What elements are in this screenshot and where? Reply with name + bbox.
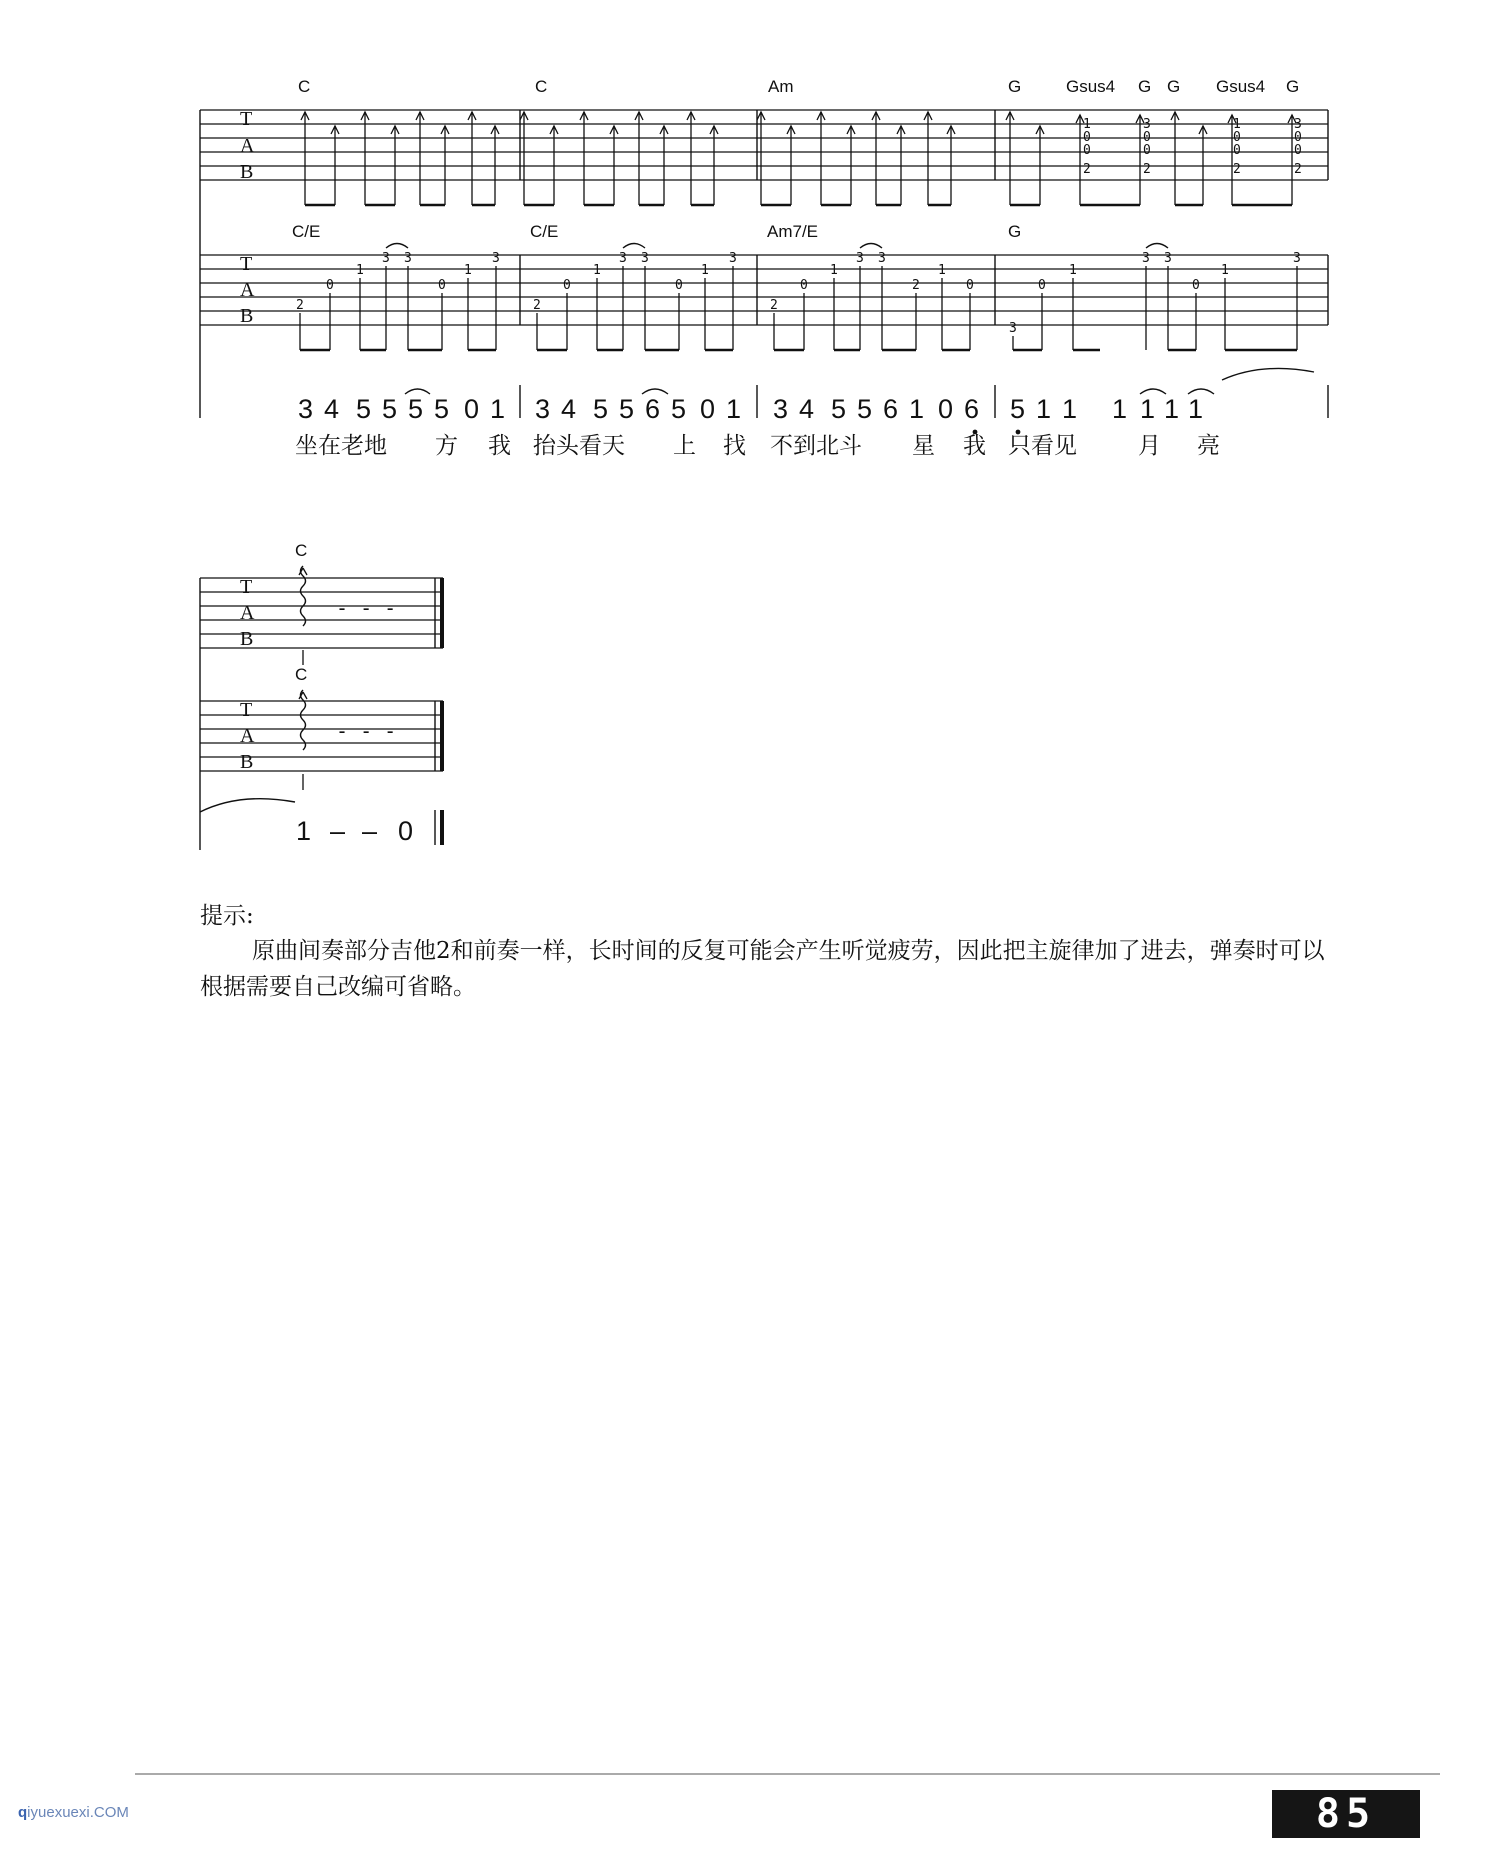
jianpu-note: 4 (561, 394, 577, 424)
lyric: 不到北斗 (770, 433, 862, 459)
jianpu-note: 1 (1112, 394, 1128, 424)
rest-marks: - - - (336, 596, 397, 620)
tie (1146, 244, 1168, 249)
fret-number: 0 (563, 278, 571, 293)
svg-text:2: 2 (1143, 162, 1151, 177)
tab-clef-2 (240, 253, 255, 327)
chord-name: Am7/E (767, 222, 819, 241)
fret-number: 3 (856, 251, 864, 266)
fret-number: 1 (593, 263, 601, 278)
jianpu-note: 1 (726, 394, 742, 424)
fret-number: 3 (1164, 251, 1172, 266)
chord-names-bottom (292, 222, 1021, 241)
tab-clef-4 (240, 699, 255, 773)
fret-number: 1 (830, 263, 838, 278)
jianpu-note: 3 (773, 394, 789, 424)
jianpu-note: 0 (464, 394, 480, 424)
svg-text:0: 0 (1233, 130, 1241, 145)
chord-name: G (1008, 77, 1022, 96)
jianpu-note: 1 (296, 816, 312, 846)
svg-text:T: T (240, 108, 253, 130)
chord-name: C (535, 77, 548, 96)
site-watermark: qiyuexuexi.COM (18, 1804, 129, 1821)
tie (386, 244, 408, 249)
fret-number: 1 (938, 263, 946, 278)
fret-number: 1 (356, 263, 364, 278)
jianpu-note: 1 (1036, 394, 1052, 424)
fret-number: 2 (533, 298, 541, 313)
jianpu-note: – (362, 816, 378, 846)
chord-name: G (1138, 77, 1152, 96)
jianpu-note: 5 (356, 394, 372, 424)
fret-number: 1 (1221, 263, 1229, 278)
jianpu-note: 1 (909, 394, 925, 424)
fret-number: 3 (492, 251, 500, 266)
arpeggio-wave (301, 566, 306, 626)
fret-number: 0 (326, 278, 334, 293)
fret-numbers (296, 251, 1301, 336)
svg-text:0: 0 (1083, 143, 1091, 158)
tie (860, 244, 882, 249)
jianpu-note: 5 (593, 394, 609, 424)
chord-name: G (1167, 77, 1181, 96)
jianpu-note: 3 (535, 394, 551, 424)
jianpu-note: 6 (883, 394, 899, 424)
svg-text:1: 1 (1083, 117, 1091, 132)
jianpu-note: 1 (1140, 394, 1156, 424)
chord-name: C (298, 77, 311, 96)
lyric: 抬头看天 (533, 433, 625, 459)
jianpu-note: 5 (382, 394, 398, 424)
fret-number: 2 (770, 298, 778, 313)
svg-text:B: B (240, 751, 254, 773)
chord-name: C (295, 541, 308, 560)
fret-number: 3 (1009, 321, 1017, 336)
svg-text:T: T (240, 576, 253, 598)
lyric: 我 (488, 433, 511, 459)
svg-text:0: 0 (1083, 130, 1091, 145)
jianpu-melody (298, 394, 1203, 434)
slur (200, 799, 295, 812)
jianpu-note: 5 (857, 394, 873, 424)
strum-chord-gsus4-b (1233, 117, 1241, 177)
svg-text:2: 2 (1233, 162, 1241, 177)
svg-text:A: A (240, 725, 255, 747)
strum-chord-g-b (1294, 117, 1302, 177)
strum-chord-g-a (1143, 117, 1151, 177)
rest-marks: - - - (336, 719, 397, 743)
fret-number: 0 (966, 278, 974, 293)
fret-number: 0 (675, 278, 683, 293)
tips-body: 原曲间奏部分吉他2和前奏一样，长时间的反复可能会产生听觉疲劳，因此把主旋律加了进去，弹奏时可以根据需要自己改编可省略。 (200, 938, 1325, 1000)
tie (623, 244, 645, 249)
jianpu-note: 1 (1062, 394, 1078, 424)
svg-text:2: 2 (1294, 162, 1302, 177)
lyric: 我 (963, 433, 986, 459)
fret-number: 1 (1069, 263, 1077, 278)
fret-number: 3 (619, 251, 627, 266)
chord-name: C/E (292, 222, 321, 241)
tips-title: 提示: (200, 903, 254, 929)
fret-number: 3 (382, 251, 390, 266)
lyric: 上 (673, 433, 696, 459)
lyric: 找 (723, 433, 746, 459)
svg-text:0: 0 (1294, 143, 1302, 158)
jianpu-note: 1 (490, 394, 506, 424)
lyric: 方 (435, 433, 458, 459)
jianpu-note: 1 (1164, 394, 1180, 424)
fret-number: 0 (1192, 278, 1200, 293)
svg-text:2: 2 (1083, 162, 1091, 177)
jianpu-note: 5 (1010, 394, 1026, 424)
svg-text:B: B (240, 628, 254, 650)
svg-text:0: 0 (1143, 130, 1151, 145)
jianpu-note: 5 (408, 394, 424, 424)
jianpu-note: 6 (645, 394, 661, 424)
jianpu-note: 0 (398, 816, 414, 846)
chord-name: C (295, 665, 308, 684)
svg-text:A: A (240, 279, 255, 301)
jianpu-note: 5 (434, 394, 450, 424)
tab-clef-1 (240, 108, 255, 183)
fret-number: 0 (1038, 278, 1046, 293)
lyric: 坐在老地 (295, 433, 387, 459)
svg-text:T: T (240, 699, 253, 721)
fret-number: 0 (800, 278, 808, 293)
jianpu-note: 0 (700, 394, 716, 424)
fret-number: 0 (438, 278, 446, 293)
jianpu-note: 5 (831, 394, 847, 424)
svg-text:B: B (240, 161, 254, 183)
jianpu-note: 5 (671, 394, 687, 424)
svg-text:T: T (240, 253, 253, 275)
jianpu-note: 5 (619, 394, 635, 424)
lyric: 亮 (1197, 433, 1220, 459)
chord-name: G (1286, 77, 1300, 96)
fret-number: 3 (1293, 251, 1301, 266)
svg-text:3: 3 (1143, 117, 1151, 132)
fret-number: 3 (729, 251, 737, 266)
chord-name: G (1008, 222, 1022, 241)
chord-name: Gsus4 (1216, 77, 1266, 96)
fret-number: 3 (641, 251, 649, 266)
strum-chord-gsus4-a (1083, 117, 1091, 177)
chord-name: Gsus4 (1066, 77, 1116, 96)
lyric: 只看见 (1008, 433, 1077, 459)
fret-number: 1 (464, 263, 472, 278)
lyrics (295, 433, 1220, 459)
fret-number: 3 (1142, 251, 1150, 266)
chord-names-top (298, 77, 1299, 96)
fret-number: 3 (878, 251, 886, 266)
fret-number: 2 (296, 298, 304, 313)
svg-text:A: A (240, 135, 255, 157)
page-number: 85 (1272, 1790, 1420, 1838)
jianpu-note: 1 (1188, 394, 1204, 424)
svg-text:0: 0 (1233, 143, 1241, 158)
svg-text:0: 0 (1143, 143, 1151, 158)
fret-number: 2 (912, 278, 920, 293)
svg-text:B: B (240, 305, 254, 327)
jianpu-note: 6 (964, 394, 980, 424)
lyric: 月 (1138, 433, 1161, 459)
svg-text:0: 0 (1294, 130, 1302, 145)
chord-name: Am (768, 77, 794, 96)
svg-text:3: 3 (1294, 117, 1302, 132)
svg-text:A: A (240, 602, 255, 624)
fret-number: 3 (404, 251, 412, 266)
jianpu-note: 0 (938, 394, 954, 424)
jianpu-note: – (330, 816, 346, 846)
chord-name: C/E (530, 222, 559, 241)
slur (1222, 368, 1314, 380)
svg-text:1: 1 (1233, 117, 1241, 132)
arpeggio-wave (301, 690, 306, 750)
jianpu-note: 3 (298, 394, 314, 424)
fret-number: 1 (701, 263, 709, 278)
jianpu-note: 4 (324, 394, 340, 424)
lyric: 星 (912, 433, 935, 459)
jianpu-note: 4 (799, 394, 815, 424)
jianpu-ending (296, 816, 413, 846)
tab-clef-3 (240, 576, 255, 650)
